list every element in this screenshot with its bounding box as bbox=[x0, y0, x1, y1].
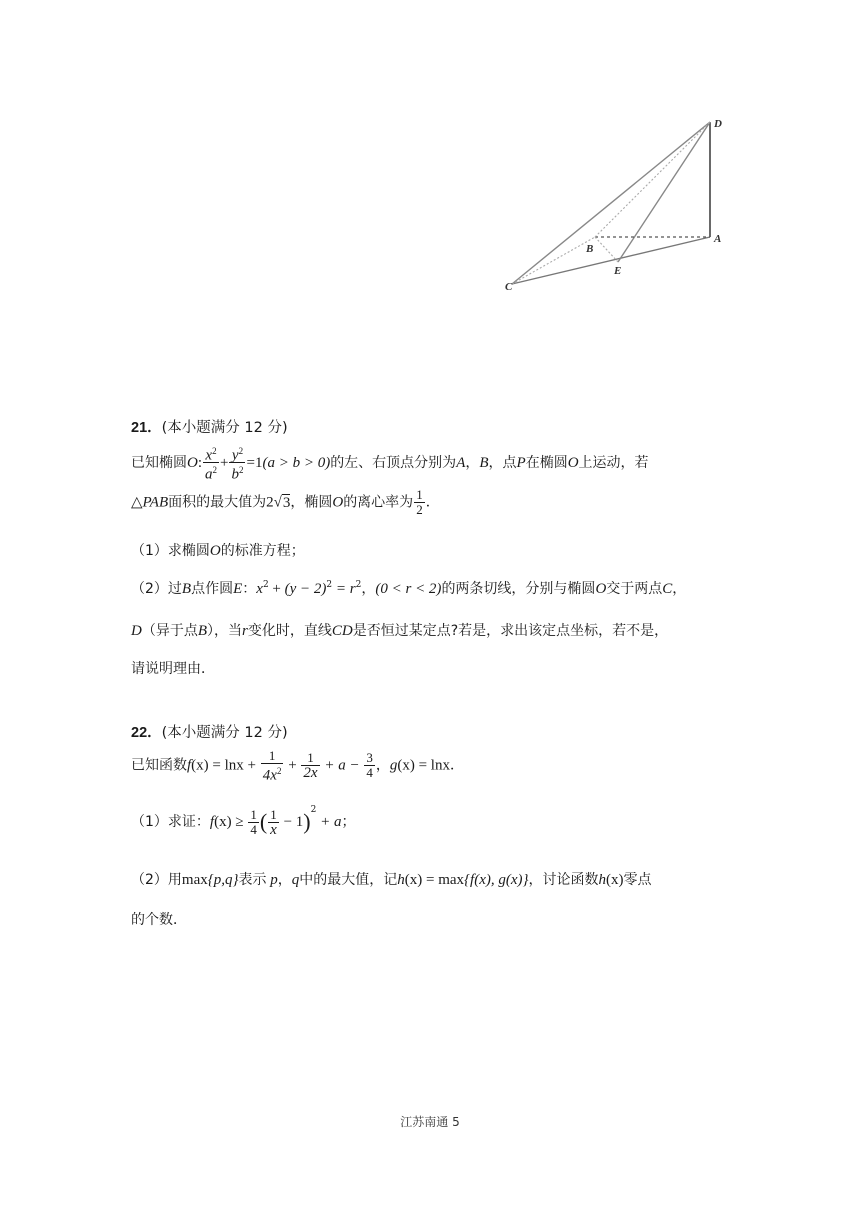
math-symbol: : bbox=[197, 454, 203, 471]
numerator: 1 bbox=[250, 806, 257, 822]
q21-text: 的离心率为 bbox=[343, 494, 414, 511]
numerator: 1 bbox=[268, 808, 279, 823]
exponent: 2 bbox=[212, 446, 217, 456]
fraction-1-x bbox=[268, 808, 279, 837]
q22-text: 零点 bbox=[623, 872, 652, 888]
q21-text: ， bbox=[672, 581, 687, 597]
fraction-1-2x bbox=[301, 751, 319, 780]
numerator: 1 bbox=[261, 749, 284, 764]
q22-score: (本小题满分 12 分) bbox=[161, 725, 288, 741]
q21-text: ，点 bbox=[488, 454, 517, 471]
math-symbol: + a − bbox=[320, 757, 364, 774]
edge-cb bbox=[512, 237, 595, 284]
denominator: 2 bbox=[416, 502, 423, 517]
math-symbol: r bbox=[242, 623, 248, 639]
q21-part2-end: 请说明理由． bbox=[131, 661, 215, 677]
numerator: 1 bbox=[416, 487, 423, 502]
label-a: A bbox=[714, 233, 722, 245]
exponent: 2 bbox=[326, 580, 333, 591]
math-symbol: O bbox=[187, 454, 198, 471]
q21-text: 面积的最大值为 bbox=[168, 494, 267, 511]
q22-part2 bbox=[131, 869, 652, 889]
q21-score: (本小题满分 12 分) bbox=[161, 420, 288, 436]
q21-part2 bbox=[131, 578, 686, 598]
q21-text: 变化时，直线 bbox=[247, 623, 332, 639]
math-symbol: B bbox=[479, 454, 489, 471]
q21-text: 交于两点 bbox=[606, 581, 663, 597]
fraction-1-4x2 bbox=[261, 749, 284, 782]
math-symbol: − 1 bbox=[279, 814, 304, 830]
math-symbol: O bbox=[209, 543, 221, 559]
math-symbol: (x) ≥ bbox=[214, 814, 248, 830]
math-symbol: h bbox=[598, 872, 606, 888]
math-symbol: (x) = max bbox=[404, 872, 465, 888]
q21-text: ． bbox=[425, 494, 440, 511]
edge-ed bbox=[618, 122, 710, 262]
q21-text: ， bbox=[465, 454, 480, 471]
math-symbol: C bbox=[662, 581, 673, 597]
math-symbol: + bbox=[220, 454, 229, 471]
math-symbol: {p,q} bbox=[207, 872, 239, 888]
math-symbol: x bbox=[256, 581, 263, 597]
math-symbol: p bbox=[266, 872, 278, 888]
math-symbol: a bbox=[205, 466, 213, 483]
label-b: B bbox=[586, 243, 594, 255]
math-symbol: + bbox=[284, 757, 301, 774]
denominator: 4x bbox=[262, 767, 277, 784]
q22-number: 22． bbox=[131, 725, 162, 741]
q22-text: ； bbox=[341, 814, 356, 830]
q21-text: ： bbox=[242, 581, 257, 597]
math-symbol: q bbox=[291, 872, 300, 888]
q21-text: （2）过 bbox=[131, 581, 182, 597]
denominator: 2x bbox=[303, 765, 318, 782]
q21-text: 点作圆 bbox=[191, 581, 234, 597]
exponent: 2 bbox=[238, 446, 244, 456]
math-condition: (a > b > 0) bbox=[262, 454, 331, 471]
exponent: 2 bbox=[262, 580, 269, 591]
math-symbol: (x) bbox=[191, 757, 209, 774]
math-symbol: CD bbox=[331, 623, 353, 639]
math-symbol: B bbox=[197, 623, 208, 639]
q22-text: ． bbox=[449, 757, 464, 774]
q21-text: 的标准方程； bbox=[220, 543, 305, 559]
q21-text: 的两条切线，分别与椭圆 bbox=[441, 581, 596, 597]
q21-text: 在椭圆 bbox=[525, 454, 568, 471]
math-symbol: (x) bbox=[606, 872, 624, 888]
pyramid-diagram bbox=[500, 112, 740, 302]
q22-line1 bbox=[131, 749, 464, 782]
label-e: E bbox=[614, 265, 622, 277]
q21-line2 bbox=[131, 488, 440, 517]
exponent: 2 bbox=[355, 580, 362, 591]
math-symbol: (y − 2) bbox=[284, 581, 327, 597]
q21-text: ， bbox=[361, 581, 376, 597]
math-symbol: {f(x), g(x)} bbox=[464, 872, 529, 888]
edge-bd bbox=[595, 122, 710, 237]
math-symbol: f bbox=[209, 814, 215, 830]
math-symbol: B bbox=[181, 581, 192, 597]
math-symbol: = r bbox=[332, 581, 356, 597]
label-c: C bbox=[505, 281, 513, 293]
exponent: 2 bbox=[310, 805, 317, 815]
q21-number: 21． bbox=[131, 420, 162, 436]
q22-text: 表示 bbox=[238, 872, 267, 888]
fraction-3-4 bbox=[364, 751, 375, 780]
q22-part1 bbox=[131, 805, 355, 837]
denominator: 4 bbox=[366, 765, 373, 781]
math-symbol: O bbox=[567, 454, 579, 471]
denominator: x bbox=[270, 821, 277, 838]
q22-text: 中的最大值，记 bbox=[299, 872, 398, 888]
page-footer: 江苏南通 5 bbox=[400, 1115, 460, 1129]
math-symbol: (x) = lnx bbox=[397, 757, 450, 774]
numerator: 1 bbox=[301, 751, 319, 766]
q22-header bbox=[131, 721, 288, 742]
math-symbol: O bbox=[595, 581, 607, 597]
q21-part2-cont bbox=[131, 620, 668, 640]
q22-text: （2）用 bbox=[131, 872, 182, 888]
math-symbol: =1 bbox=[246, 454, 263, 471]
math-symbol: max bbox=[181, 872, 208, 888]
math-symbol: + bbox=[268, 581, 285, 597]
pyramid-figure bbox=[500, 112, 740, 302]
q21-text: 是否恒过某定点?若是，求出该定点坐标，若不是， bbox=[352, 623, 669, 639]
q22-text: （1）求证： bbox=[131, 814, 210, 830]
math-symbol: h bbox=[397, 872, 405, 888]
paren-left: ( bbox=[259, 809, 268, 834]
q21-header bbox=[131, 416, 288, 437]
math-symbol: 2 bbox=[266, 494, 274, 511]
math-symbol: A bbox=[456, 454, 466, 471]
math-symbol: y bbox=[231, 447, 239, 464]
math-symbol: O bbox=[332, 494, 344, 511]
exponent: 2 bbox=[212, 465, 218, 476]
fraction-1-4 bbox=[248, 808, 259, 837]
q21-text: 的左、右顶点分别为 bbox=[330, 454, 457, 471]
q22-part2-end: 的个数． bbox=[131, 912, 187, 928]
q22-text: 已知函数 bbox=[131, 757, 187, 774]
math-symbol: E bbox=[233, 581, 243, 597]
math-symbol: = lnx + bbox=[208, 757, 260, 774]
math-symbol: D bbox=[131, 623, 142, 639]
math-symbol: P bbox=[516, 454, 526, 471]
math-symbol: + a bbox=[316, 814, 342, 830]
denominator: 4 bbox=[250, 821, 257, 837]
math-symbol: g bbox=[389, 757, 398, 774]
exponent: 2 bbox=[238, 465, 244, 476]
fraction-y2-b2 bbox=[229, 444, 245, 482]
sqrt-sign: √ bbox=[273, 494, 282, 511]
q21-line1 bbox=[131, 444, 649, 482]
math-symbol: 3 bbox=[282, 494, 291, 511]
q21-part1 bbox=[131, 540, 305, 560]
math-symbol: △ bbox=[131, 494, 143, 511]
q22-text: ， bbox=[277, 872, 292, 888]
q21-text: （1）求椭圆 bbox=[131, 543, 210, 559]
math-condition: (0 < r < 2) bbox=[375, 581, 442, 597]
q22-text: ，讨论函数 bbox=[528, 872, 599, 888]
edge-be bbox=[595, 237, 618, 262]
math-symbol: f bbox=[187, 757, 192, 774]
q21-text: 上运动，若 bbox=[578, 454, 649, 471]
edge-cd bbox=[512, 122, 710, 284]
q22-text: ， bbox=[375, 757, 390, 774]
q21-text: ），当 bbox=[207, 623, 243, 639]
exponent: 2 bbox=[276, 766, 282, 776]
numerator: 3 bbox=[366, 750, 373, 766]
math-symbol: PAB bbox=[142, 494, 169, 511]
q21-text: （异于点 bbox=[141, 623, 198, 639]
math-symbol: b bbox=[231, 466, 239, 483]
label-d: D bbox=[714, 118, 722, 130]
q21-text: 已知椭圆 bbox=[131, 454, 187, 471]
fraction-x2-a2 bbox=[203, 444, 219, 482]
math-symbol: x bbox=[205, 447, 213, 464]
paren-right: ) bbox=[303, 809, 311, 834]
q21-text: ，椭圆 bbox=[290, 494, 333, 511]
fraction-half bbox=[414, 488, 425, 517]
